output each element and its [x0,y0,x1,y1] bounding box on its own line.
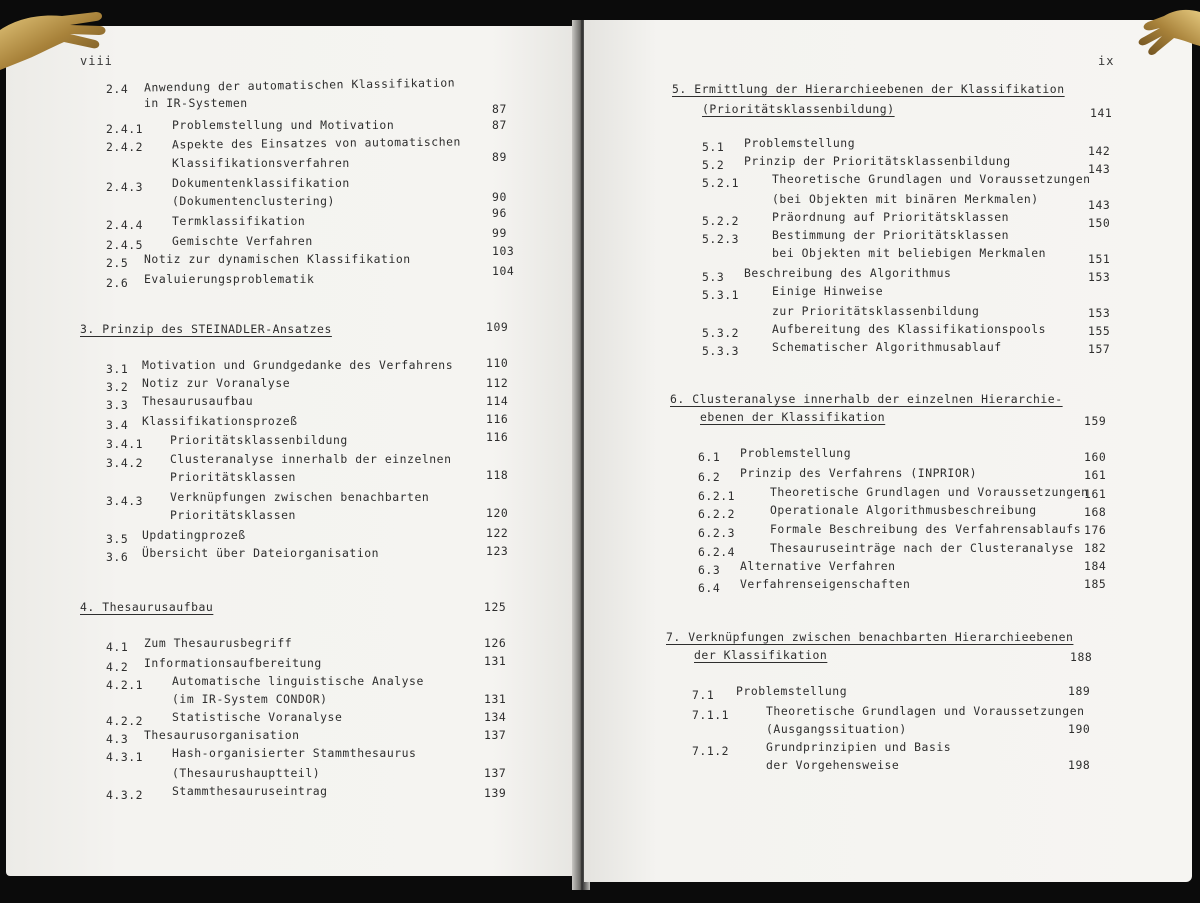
section-title: Zum Thesaurusbegriff [144,636,293,650]
section-number: 3.5 [106,532,129,546]
right-page [584,20,1192,882]
page-ref: 184 [1084,559,1107,573]
section-title: Statistische Voranalyse [172,710,343,724]
page-ref: 87 [492,118,507,132]
section-number: 5.2.1 [702,176,740,190]
section-number: 2.4.3 [106,180,144,194]
page-ref: 160 [1084,450,1107,464]
page-ref: 126 [484,636,507,650]
section-number: 2.4.4 [106,218,144,232]
section-title: Notiz zur Voranalyse [142,376,291,390]
section-title: Problemstellung [740,446,852,460]
section-title: Einige Hinweise [772,284,884,298]
section-title-continued: (Thesaurushauptteil) [172,766,321,780]
section-number: 6.2.4 [698,545,736,559]
page-ref: 161 [1084,487,1107,501]
page-ref: 131 [484,654,507,668]
section-title: Termklassifikation [172,214,306,228]
section-title-continued: in IR-Systemen [144,96,248,110]
section-number: 5.3.2 [702,326,740,340]
page-ref: 185 [1084,577,1107,591]
section-number: 6.3 [698,563,721,577]
section-number: 3.1 [106,362,129,376]
section-title: Evaluierungsproblematik [144,272,315,286]
page-ref: 155 [1088,324,1111,338]
page-number-left: viii [80,54,113,68]
section-number: 5.2 [702,158,725,172]
section-number: 6.2.3 [698,526,736,540]
section-number: 5.3 [702,270,725,284]
page-ref: 157 [1088,342,1111,356]
chapter-heading: 4. Thesaurusaufbau [80,600,214,614]
section-title: Klassifikationsprozeß [142,414,298,428]
section-title: Thesaurusaufbau [142,394,254,408]
page-ref: 122 [486,526,509,540]
page-ref: 161 [1084,468,1107,482]
page-ref: 116 [486,412,509,426]
section-title: Problemstellung [744,136,856,150]
section-title: Anwendung der automatischen Klassifikation [143,75,456,95]
section-title: Theoretische Grundlagen und Voraussetzungen [772,172,1091,186]
section-title-continued: (Dokumentenclustering) [172,194,335,208]
section-title-continued: (bei Objekten mit binären Merkmalen) [772,192,1039,206]
section-title: Operationale Algorithmusbeschreibung [770,503,1037,517]
section-number: 6.2.1 [698,489,736,503]
chapter-heading: 3. Prinzip des STEINADLER-Ansatzes [80,322,332,336]
section-title: Clusteranalyse innerhalb der einzelnen [170,452,452,466]
page-ref: 141 [1090,106,1113,120]
section-number: 2.6 [106,276,129,290]
section-title: Schematischer Algorithmusablauf [772,340,1002,354]
section-number: 6.2 [698,470,721,484]
section-title: Updatingprozeß [142,528,246,542]
section-title: Übersicht über Dateiorganisation [142,546,380,560]
section-title-continued: der Vorgehensweise [766,758,900,772]
page-ref: 116 [486,430,509,444]
section-number: 3.4 [106,418,129,432]
left-page [6,26,578,876]
section-number: 5.2.3 [702,232,740,246]
section-title: Verfahrenseigenschaften [740,577,911,591]
section-title: Informationsaufbereitung [144,656,322,670]
section-title: Thesauruseinträge nach der Clusteranalyse [770,541,1074,555]
page-ref: 143 [1088,162,1111,176]
page-ref: 137 [484,728,507,742]
section-title: Thesaurusorganisation [144,728,300,742]
page-ref: 137 [484,766,507,780]
section-title-continued: Klassifikationsverfahren [172,156,350,170]
section-number: 5.1 [702,140,725,154]
page-ref: 123 [486,544,509,558]
page-ref: 131 [484,692,507,706]
section-number: 7.1.1 [692,708,730,722]
page-ref: 168 [1084,505,1107,519]
section-title: Prinzip des Verfahrens (INPRIOR) [740,466,978,480]
section-number: 5.3.1 [702,288,740,302]
page-number-right: ix [1098,54,1115,68]
page-ref: 120 [486,506,509,520]
section-number: 6.1 [698,450,721,464]
section-number: 4.2.1 [106,678,144,692]
section-title: Hash-organisierter Stammthesaurus [172,746,417,760]
section-number: 4.1 [106,640,129,654]
section-number: 4.3.1 [106,750,144,764]
section-title: Aspekte des Einsatzes von automatischen [171,134,461,152]
section-number: 4.2.2 [106,714,144,728]
brass-hand-holder-right [1130,0,1200,70]
page-ref: 190 [1068,722,1091,736]
section-title: Prinzip der Prioritätsklassenbildung [744,154,1011,168]
section-title: Theoretische Grundlagen und Voraussetzungen [766,704,1085,718]
section-title: Automatische linguistische Analyse [172,674,424,688]
section-title: Theoretische Grundlagen und Voraussetzungen [770,485,1089,499]
section-number: 4.3.2 [106,788,144,802]
section-title: Alternative Verfahren [740,559,896,573]
section-number: 3.4.2 [106,456,144,470]
page-ref: 96 [492,206,507,220]
page-ref: 112 [486,376,509,390]
page-ref: 90 [492,190,507,204]
page-ref: 142 [1088,144,1111,158]
chapter-heading-continued: (Prioritätsklassenbildung) [702,102,895,116]
page-ref: 182 [1084,541,1107,555]
brass-hand-holder-left [0,0,110,80]
page-ref: 188 [1070,650,1093,664]
section-number: 7.1 [692,688,715,702]
section-title: Problemstellung und Motivation [172,118,395,132]
page-ref: 153 [1088,270,1111,284]
section-title: Dokumentenklassifikation [172,176,350,190]
section-number: 6.2.2 [698,507,736,521]
section-number: 4.2 [106,660,129,674]
page-ref: 198 [1068,758,1091,772]
section-number: 2.4.1 [106,122,144,136]
page-ref: 143 [1088,198,1111,212]
section-title: Beschreibung des Algorithmus [744,266,952,280]
section-title: Problemstellung [736,684,848,698]
page-ref: 89 [492,150,507,164]
section-title: Motivation und Grundgedanke des Verfahrens [142,358,454,372]
section-number: 3.2 [106,380,129,394]
page-ref: 139 [484,786,507,800]
page-ref: 103 [492,244,515,258]
section-number: 3.4.3 [106,494,144,508]
section-title: Notiz zur dynamischen Klassifikation [144,252,411,266]
section-title: Verknüpfungen zwischen benachbarten [170,490,430,504]
section-number: 3.4.1 [106,437,144,451]
section-title: Prioritätsklassenbildung [170,433,348,447]
section-number: 6.4 [698,581,721,595]
page-ref: 159 [1084,414,1107,428]
page-ref: 134 [484,710,507,724]
section-title: Gemischte Verfahren [172,234,313,248]
section-title: Bestimmung der Prioritätsklassen [772,228,1010,242]
page-ref: 153 [1088,306,1111,320]
page-ref: 114 [486,394,509,408]
section-title: Aufbereitung des Klassifikationspools [772,322,1047,336]
section-title-continued: Prioritätsklassen [170,470,296,484]
page-ref: 109 [486,320,509,334]
section-number: 2.4.2 [106,140,144,154]
section-title-continued: (Ausgangssituation) [766,722,907,736]
section-title-continued: bei Objekten mit beliebigen Merkmalen [772,246,1047,260]
section-number: 5.2.2 [702,214,740,228]
section-title: Formale Beschreibung des Verfahrensablaufs [770,522,1082,536]
page-ref: 104 [492,264,515,278]
chapter-heading: 7. Verknüpfungen zwischen benachbarten Hierarchieebenen [666,630,1074,644]
section-number: 5.3.3 [702,344,740,358]
section-title: Stammthesauruseintrag [172,784,328,798]
section-number: 4.3 [106,732,129,746]
chapter-heading: 6. Clusteranalyse innerhalb der einzelnen Hierarchie- [670,392,1063,406]
page-ref: 118 [486,468,509,482]
page-ref: 99 [492,226,507,240]
section-title-continued: zur Prioritätsklassenbildung [772,304,980,318]
page-ref: 110 [486,356,509,370]
section-number: 3.3 [106,398,129,412]
page-ref: 150 [1088,216,1111,230]
section-title-continued: Prioritätsklassen [170,508,296,522]
section-number: 2.4.5 [106,238,144,252]
chapter-heading-continued: der Klassifikation [694,648,828,662]
section-title: Präordnung auf Prioritätsklassen [772,210,1010,224]
page-ref: 151 [1088,252,1111,266]
chapter-heading-continued: ebenen der Klassifikation [700,410,886,424]
page-ref: 176 [1084,523,1107,537]
page-ref: 125 [484,600,507,614]
page-ref: 87 [492,102,507,116]
chapter-heading: 5. Ermittlung der Hierarchieebenen der Klassifikation [672,82,1065,96]
page-ref: 189 [1068,684,1091,698]
section-number: 3.6 [106,550,129,564]
section-title: Grundprinzipien und Basis [766,740,952,754]
section-number: 7.1.2 [692,744,730,758]
section-number: 2.5 [106,256,129,270]
section-number: 2.4 [106,82,129,96]
section-title-continued: (im IR-System CONDOR) [172,692,328,706]
